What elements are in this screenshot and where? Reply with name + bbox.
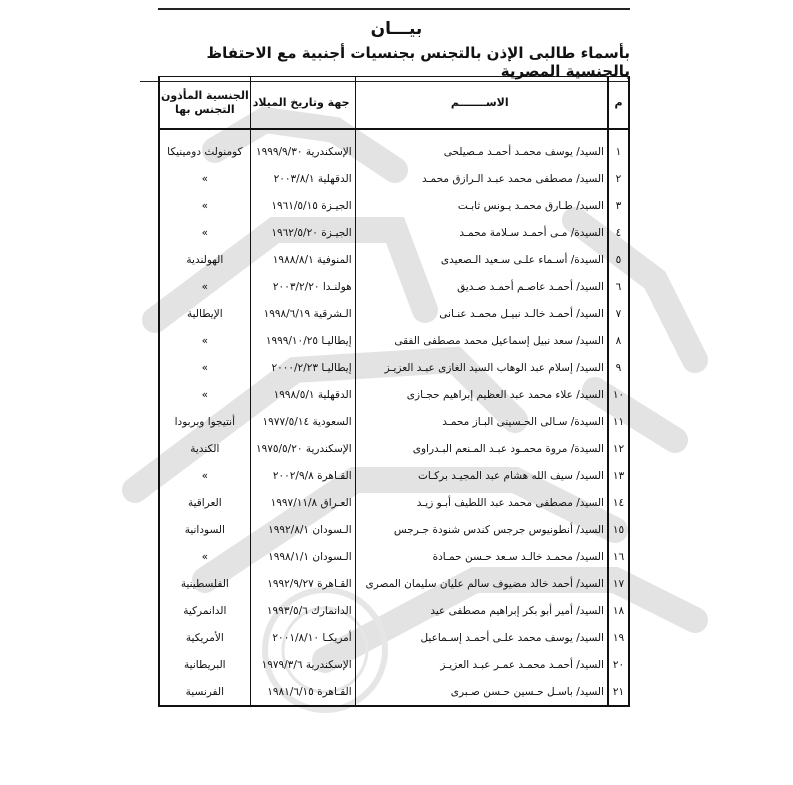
- document-subtitle: بأسماء طالبى الإذن بالتجنس بجنسيات أجنبية مع الاحتفاظ بالجنسية المصرية: [140, 44, 630, 82]
- row-birth: العـراق ١٩٩٧/١١/٨: [250, 489, 355, 516]
- table-row: [159, 597, 629, 624]
- row-nationality: »: [201, 334, 209, 347]
- header-nationality: [159, 77, 250, 130]
- table-row: [159, 408, 629, 435]
- row-name: السيد/ محمـد خالـد سـعد حـسن حمـادة: [355, 543, 608, 570]
- row-birth: الـسودان ١٩٩٢/٨/١: [250, 516, 355, 543]
- row-nationality: الهولندية: [186, 253, 224, 266]
- row-birth: الـشرقية ١٩٩٨/٦/١٩: [250, 300, 355, 327]
- row-name: السيد/ يوسف محمد علـى أحمـد إسـماعيل: [355, 624, 608, 651]
- table-row: [159, 678, 629, 706]
- row-nationality: الفرنسية: [185, 685, 224, 698]
- row-nationality: الأمريكية: [185, 631, 224, 644]
- row-num: ١٤: [608, 489, 629, 516]
- row-num: ١٩: [608, 624, 629, 651]
- row-nationality: »: [201, 388, 209, 401]
- table-row: [159, 651, 629, 678]
- row-birth: الإسكندرية ١٩٧٩/٣/٦: [250, 651, 355, 678]
- row-num: ٢: [608, 165, 629, 192]
- row-name: السيد/ طـارق محمـد يـونس ثابـت: [355, 192, 608, 219]
- row-name: السيدة/ سـالى الحـسينى البـاز محمـد: [355, 408, 608, 435]
- row-nationality: الإيطالية: [187, 307, 223, 320]
- row-birth: الدانمارك ١٩٩٣/٥/٦: [250, 597, 355, 624]
- table-row: [159, 381, 629, 408]
- row-nationality: العراقية: [187, 496, 222, 509]
- row-nationality: الكندية: [190, 442, 220, 455]
- row-nationality: »: [201, 469, 209, 482]
- row-num: ١١: [608, 408, 629, 435]
- row-num: ٥: [608, 246, 629, 273]
- row-birth: إيطاليـا ٢٠٠٠/٢/٢٣: [250, 354, 355, 381]
- table-row: [159, 327, 629, 354]
- row-birth: القـاهرة ٢٠٠٢/٩/٨: [250, 462, 355, 489]
- row-num: ٧: [608, 300, 629, 327]
- row-name: السيد/ أنطونيوس جرجس كندس شنودة جـرجس: [355, 516, 608, 543]
- table-row: [159, 543, 629, 570]
- row-num: ١٦: [608, 543, 629, 570]
- row-name: السيد/ سعد نبيل إسماعيل محمد مصطفى الفقى: [355, 327, 608, 354]
- row-num: ٣: [608, 192, 629, 219]
- row-nationality: »: [201, 361, 209, 374]
- table-body: [159, 129, 629, 706]
- row-num: ٤: [608, 219, 629, 246]
- row-num: ١٢: [608, 435, 629, 462]
- row-nationality: الدانمركية: [183, 604, 227, 617]
- row-nationality: »: [201, 280, 209, 293]
- table-header-row: [159, 77, 629, 130]
- row-birth: هولنـدا ٢٠٠٣/٢/٢٠: [250, 273, 355, 300]
- row-name: السيد/ باسـل حـسين حـسن صـبرى: [355, 678, 608, 706]
- table-row: [159, 516, 629, 543]
- row-nationality: أنتيجوا وبربودا: [174, 415, 236, 428]
- row-name: السيد/ أحمـد عاصـم أحمـد صـديق: [355, 273, 608, 300]
- table-row: [159, 354, 629, 381]
- row-birth: الدقهلية ٢٠٠٣/٨/١: [250, 165, 355, 192]
- row-name: السيد/ أحمـد خالـد نبيـل محمـد عنـانى: [355, 300, 608, 327]
- row-birth: الدقهلية ١٩٩٨/٥/١: [250, 381, 355, 408]
- row-name: السيدة/ مـى أحمـد سـلامة محمـد: [355, 219, 608, 246]
- row-num: ١٠: [608, 381, 629, 408]
- top-rule: [158, 8, 630, 10]
- header-num: م: [608, 77, 629, 130]
- row-birth: إيطاليـا ١٩٩٩/١٠/٢٥: [250, 327, 355, 354]
- row-nationality: »: [201, 199, 209, 212]
- row-birth: القـاهرة ١٩٩٢/٩/٢٧: [250, 570, 355, 597]
- row-birth: الـسودان ١٩٩٨/١/١: [250, 543, 355, 570]
- row-nationality: السودانية: [184, 523, 225, 536]
- spacer-row: [159, 129, 629, 138]
- table-row: [159, 138, 629, 165]
- row-birth: الإسكندرية ١٩٧٥/٥/٢٠: [250, 435, 355, 462]
- row-name: السيد/ أحمد خالد مضيوف سالم عليان سليمان المصرى: [355, 570, 608, 597]
- row-num: ٢٠: [608, 651, 629, 678]
- row-nationality: »: [201, 550, 209, 563]
- row-nationality: الفلسطينية: [180, 577, 229, 590]
- row-birth: الجيـزة ١٩٦٢/٥/٢٠: [250, 219, 355, 246]
- table-row: [159, 435, 629, 462]
- row-num: ١٣: [608, 462, 629, 489]
- row-name: السيد/ إسلام عبد الوهاب السيد الغازى عبـد العزيـز: [355, 354, 608, 381]
- table-row: [159, 570, 629, 597]
- row-name: السيدة/ مروة محمـود عبـد المـنعم البـدراوى: [355, 435, 608, 462]
- row-nationality: البريطانية: [184, 658, 226, 671]
- row-num: ١: [608, 138, 629, 165]
- row-num: ١٥: [608, 516, 629, 543]
- row-name: السيد/ أحمـد محمـد عمـر عبـد العزيـز: [355, 651, 608, 678]
- header-birth: جهة وتاريخ الميلاد: [250, 77, 355, 130]
- row-num: ١٨: [608, 597, 629, 624]
- row-num: ١٧: [608, 570, 629, 597]
- row-birth: القـاهرة ١٩٨١/٦/١٥: [250, 678, 355, 706]
- document-title: بيـــان: [370, 19, 423, 39]
- header-nationality-line1: الجنسية المأذون: [160, 88, 249, 102]
- table-row: [159, 489, 629, 516]
- row-birth: الإسكندرية ١٩٩٩/٩/٣٠: [250, 138, 355, 165]
- table-row: [159, 219, 629, 246]
- table-row: [159, 462, 629, 489]
- row-name: السيد/ مصطفى محمد عبد اللطيف أبـو زيـد: [355, 489, 608, 516]
- row-birth: الجيـزة ١٩٦١/٥/١٥: [250, 192, 355, 219]
- row-nationality: »: [201, 226, 209, 239]
- row-name: السيد/ يوسف محمـد أحمـد مـصيلحى: [355, 138, 608, 165]
- header-name: الاســـــــم: [355, 77, 608, 130]
- header-nationality-line2: التجنس بها: [174, 102, 235, 116]
- row-name: السيد/ علاء محمد عبد العظيم إبراهيم حجـازى: [355, 381, 608, 408]
- row-num: ٢١: [608, 678, 629, 706]
- table-row: [159, 246, 629, 273]
- row-num: ٩: [608, 354, 629, 381]
- table-row: [159, 624, 629, 651]
- row-birth: أمريكـا ٢٠٠١/٨/١٠: [250, 624, 355, 651]
- row-birth: السعودية ١٩٧٧/٥/١٤: [250, 408, 355, 435]
- row-name: السيد/ مصطفى محمد عبـد الـرازق محمـد: [355, 165, 608, 192]
- applicants-table: [158, 76, 630, 707]
- row-name: السيدة/ أسـماء علـى سـعيد الـصعيدى: [355, 246, 608, 273]
- row-name: السيد/ سيف الله هشام عبد المجيـد بركـات: [355, 462, 608, 489]
- row-nationality: كومنولث دومينيكا: [167, 145, 243, 158]
- table-row: [159, 165, 629, 192]
- table-row: [159, 273, 629, 300]
- table-row: [159, 300, 629, 327]
- row-num: ٦: [608, 273, 629, 300]
- row-name: السيد/ أمير أبو بكر إبراهيم مصطفى عيد: [355, 597, 608, 624]
- row-nationality: »: [201, 172, 209, 185]
- row-birth: المنوفية ١٩٨٨/٨/١: [250, 246, 355, 273]
- row-num: ٨: [608, 327, 629, 354]
- table-row: [159, 192, 629, 219]
